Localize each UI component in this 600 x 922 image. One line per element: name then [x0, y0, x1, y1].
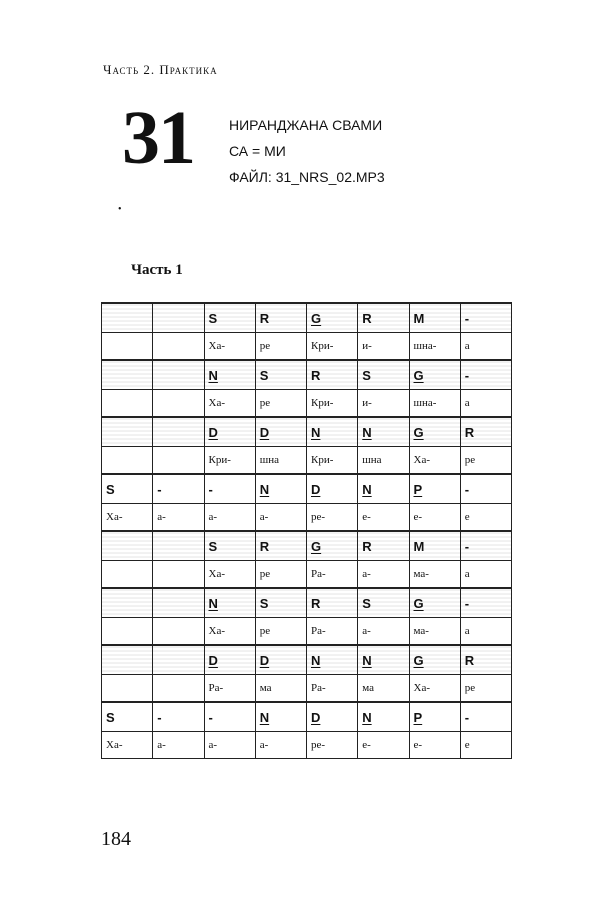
swara-cell [409, 588, 460, 618]
swara-cell [102, 645, 153, 675]
lyric-cell: е- [358, 504, 409, 532]
swara-note: N [208, 367, 218, 383]
swara-cell [153, 360, 204, 390]
lyric-cell [153, 333, 204, 361]
section-title: Часть 1 [131, 262, 183, 278]
swara-cell [358, 360, 409, 390]
page-number: 184 [101, 828, 131, 850]
swara-cell [460, 303, 511, 333]
swara-cell [102, 702, 153, 732]
lyric-cell: а- [204, 732, 255, 759]
lyric-cell: а [460, 390, 511, 418]
swara-cell [102, 474, 153, 504]
swara-cell [102, 360, 153, 390]
swara-cell [153, 702, 204, 732]
swara-note: - [464, 481, 470, 497]
lyric-cell: Ха- [102, 732, 153, 759]
swara-note: S [106, 709, 115, 725]
lyric-cell: ре [255, 618, 306, 646]
swara-note: N [362, 424, 372, 440]
lyric-cell: е- [409, 504, 460, 532]
swara-note: N [362, 709, 372, 725]
lyric-cell [102, 561, 153, 589]
swara-cell [204, 588, 255, 618]
swara-cell [255, 303, 306, 333]
swara-cell [204, 702, 255, 732]
swara-cell [409, 645, 460, 675]
lyric-row [102, 333, 512, 361]
swara-row [102, 417, 512, 447]
swara-cell [204, 360, 255, 390]
lyric-cell: а- [255, 732, 306, 759]
swara-note: R [259, 310, 270, 326]
lyric-row [102, 504, 512, 532]
swara-note: - [464, 367, 470, 383]
lyric-cell: а- [358, 618, 409, 646]
lyric-cell: Ра- [307, 675, 358, 703]
lyric-cell: ре- [307, 504, 358, 532]
lyric-cell: и- [358, 333, 409, 361]
lyric-cell: и- [358, 390, 409, 418]
swara-cell [102, 588, 153, 618]
swara-row [102, 303, 512, 333]
lyric-cell: ре [255, 561, 306, 589]
swara-row [102, 531, 512, 561]
swara-note: G [311, 310, 322, 326]
swara-cell [409, 531, 460, 561]
lyric-cell: Ха- [204, 618, 255, 646]
swara-row [102, 702, 512, 732]
lyric-cell: Ра- [307, 618, 358, 646]
swara-note: - [464, 595, 470, 611]
lyric-cell: ма- [409, 618, 460, 646]
swara-note: D [311, 709, 321, 725]
lyric-cell: Ха- [102, 504, 153, 532]
song-file: ФАЙЛ: 31_NRS_02.MP3 [229, 169, 385, 185]
swara-cell [358, 702, 409, 732]
lyric-cell: е [460, 732, 511, 759]
swara-note: D [208, 424, 218, 440]
swara-note: S [259, 595, 269, 611]
swara-note: - [157, 709, 162, 725]
swara-note: P [413, 481, 423, 497]
lyric-cell [153, 390, 204, 418]
swara-cell [409, 360, 460, 390]
swara-note: - [157, 481, 162, 497]
swara-note: N [362, 652, 372, 668]
swara-cell [460, 531, 511, 561]
lyric-cell: шна [358, 447, 409, 475]
swara-cell [153, 531, 204, 561]
swara-note: S [259, 367, 269, 383]
swara-cell [255, 588, 306, 618]
lyric-cell: а [460, 618, 511, 646]
lyric-cell: а- [358, 561, 409, 589]
swara-note: R [362, 538, 372, 554]
song-number: 31 [122, 96, 194, 180]
lyric-cell [102, 675, 153, 703]
lyric-cell: е- [409, 732, 460, 759]
swara-note: R [259, 538, 270, 554]
swara-cell [307, 303, 358, 333]
swara-note: - [208, 709, 213, 725]
stray-dot: • [118, 204, 122, 215]
swara-cell [358, 303, 409, 333]
swara-note: R [464, 424, 475, 440]
swara-cell [102, 417, 153, 447]
swara-row [102, 360, 512, 390]
swara-cell [307, 702, 358, 732]
lyric-cell: е- [358, 732, 409, 759]
swara-cell [153, 303, 204, 333]
swara-cell [153, 417, 204, 447]
notation-table [101, 302, 512, 759]
swara-cell [460, 645, 511, 675]
lyric-cell: ре [255, 390, 306, 418]
lyric-cell: Ха- [409, 675, 460, 703]
swara-cell [409, 417, 460, 447]
swara-note: S [362, 367, 371, 383]
swara-cell [358, 645, 409, 675]
lyric-cell: а [460, 561, 511, 589]
lyric-cell: шна [255, 447, 306, 475]
lyric-cell [102, 447, 153, 475]
swara-note: R [311, 367, 321, 383]
lyric-row [102, 618, 512, 646]
swara-cell [204, 417, 255, 447]
swara-note: R [464, 652, 475, 668]
swara-note: D [208, 652, 218, 668]
lyric-cell: е [460, 504, 511, 532]
swara-note: S [208, 310, 218, 326]
swara-note: M [413, 538, 425, 554]
swara-note: G [413, 652, 424, 668]
swara-cell [204, 531, 255, 561]
swara-note: - [464, 538, 470, 554]
swara-note: P [413, 709, 423, 725]
swara-note: - [208, 481, 213, 497]
swara-note: D [259, 424, 270, 440]
swara-row [102, 645, 512, 675]
lyric-cell: ре [255, 333, 306, 361]
swara-note: S [106, 481, 115, 497]
lyric-cell: а- [255, 504, 306, 532]
lyric-cell: ма [255, 675, 306, 703]
lyric-cell: ма [358, 675, 409, 703]
notation-body [102, 303, 512, 759]
swara-cell [460, 417, 511, 447]
lyric-cell: шна- [409, 333, 460, 361]
lyric-cell: а- [153, 732, 204, 759]
lyric-cell: Ха- [204, 561, 255, 589]
swara-row [102, 474, 512, 504]
swara-note: G [413, 595, 424, 611]
lyric-cell [153, 675, 204, 703]
lyric-cell: Ха- [204, 390, 255, 418]
swara-cell [153, 645, 204, 675]
swara-cell [307, 588, 358, 618]
lyric-cell: Кри- [307, 447, 358, 475]
swara-cell [358, 531, 409, 561]
swara-note: - [464, 310, 470, 326]
lyric-cell: Кри- [307, 333, 358, 361]
swara-cell [255, 531, 306, 561]
swara-note: N [362, 481, 372, 497]
swara-cell [358, 474, 409, 504]
swara-note: R [311, 595, 321, 611]
lyric-cell: ре- [307, 732, 358, 759]
lyric-cell: Кри- [307, 390, 358, 418]
swara-note: M [413, 310, 425, 326]
lyric-row [102, 561, 512, 589]
swara-cell [460, 474, 511, 504]
swara-cell [307, 474, 358, 504]
swara-note: - [464, 709, 470, 725]
swara-note: S [208, 538, 218, 554]
swara-cell [153, 588, 204, 618]
lyric-cell: ма- [409, 561, 460, 589]
lyric-row [102, 447, 512, 475]
lyric-cell: а [460, 333, 511, 361]
lyric-cell: Ра- [204, 675, 255, 703]
lyric-cell [153, 561, 204, 589]
lyric-cell: Ха- [409, 447, 460, 475]
swara-cell [409, 474, 460, 504]
lyric-cell: шна- [409, 390, 460, 418]
lyric-cell: ре [460, 675, 511, 703]
swara-note: N [259, 481, 270, 497]
lyric-cell [102, 333, 153, 361]
swara-cell [307, 417, 358, 447]
running-head: Часть 2. Практика [103, 62, 218, 77]
swara-cell [255, 702, 306, 732]
lyric-cell [153, 447, 204, 475]
swara-note: G [413, 367, 424, 383]
lyric-row [102, 390, 512, 418]
swara-row [102, 588, 512, 618]
swara-cell [460, 360, 511, 390]
lyric-cell [153, 618, 204, 646]
lyric-row [102, 675, 512, 703]
swara-cell [409, 303, 460, 333]
lyric-cell: ре [460, 447, 511, 475]
lyric-cell: а- [204, 504, 255, 532]
swara-cell [255, 474, 306, 504]
swara-note: N [208, 595, 218, 611]
swara-cell [255, 417, 306, 447]
swara-cell [204, 645, 255, 675]
swara-cell [358, 588, 409, 618]
swara-cell [153, 474, 204, 504]
swara-note: G [413, 424, 424, 440]
swara-cell [102, 303, 153, 333]
swara-cell [409, 702, 460, 732]
lyric-cell: а- [153, 504, 204, 532]
swara-cell [307, 360, 358, 390]
lyric-cell [102, 618, 153, 646]
swara-cell [307, 531, 358, 561]
swara-note: S [362, 595, 371, 611]
lyric-cell: Ха- [204, 333, 255, 361]
swara-note: D [311, 481, 321, 497]
swara-cell [460, 588, 511, 618]
swara-cell [255, 360, 306, 390]
swara-cell [102, 531, 153, 561]
swara-cell [307, 645, 358, 675]
lyric-row [102, 732, 512, 759]
swara-cell [358, 417, 409, 447]
lyric-cell: Кри- [204, 447, 255, 475]
swara-note: N [311, 424, 321, 440]
song-title: НИРАНДЖАНА СВАМИ [229, 117, 383, 133]
song-info [229, 112, 385, 190]
swara-note: N [259, 709, 270, 725]
swara-note: G [311, 538, 322, 554]
swara-cell [204, 303, 255, 333]
swara-cell [204, 474, 255, 504]
swara-note: D [259, 652, 270, 668]
swara-note: N [311, 652, 321, 668]
song-sa: СА = МИ [229, 143, 286, 159]
lyric-cell [102, 390, 153, 418]
swara-cell [255, 645, 306, 675]
swara-cell [460, 702, 511, 732]
lyric-cell: Ра- [307, 561, 358, 589]
swara-note: R [362, 310, 372, 326]
